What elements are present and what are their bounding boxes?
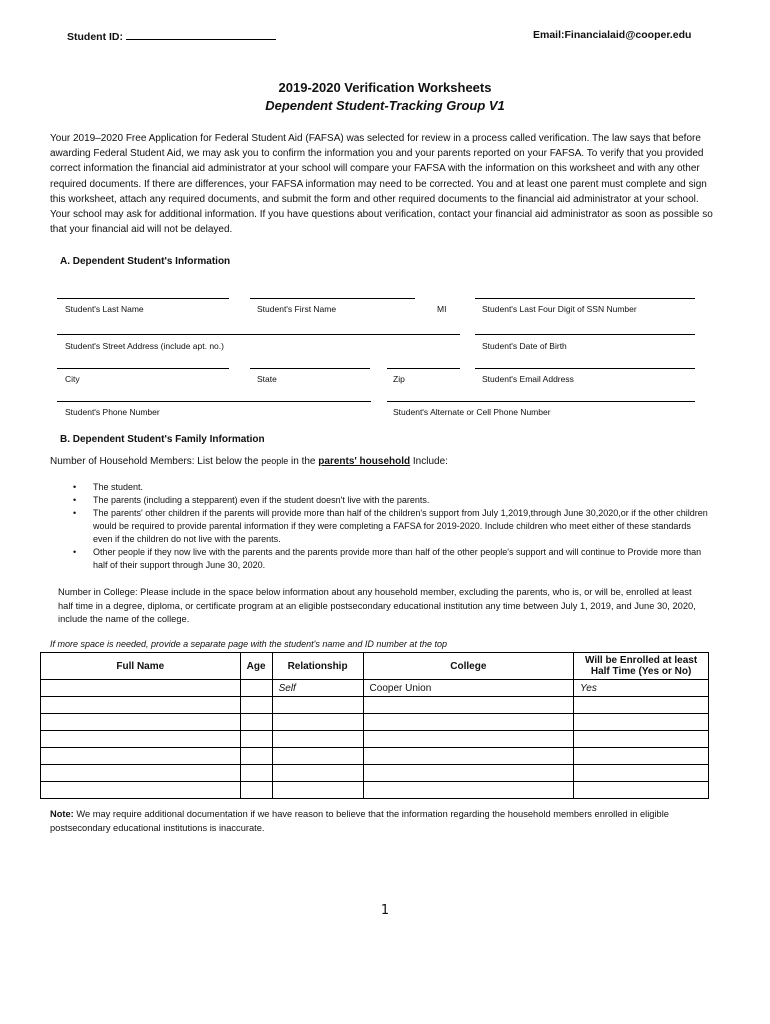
email-label: Student's Email Address <box>482 374 574 384</box>
household-suffix: Include: <box>412 456 448 467</box>
table-header-row <box>41 653 709 680</box>
cell-full-name[interactable] <box>41 697 241 714</box>
cell-relationship[interactable] <box>272 697 363 714</box>
zip-label: Zip <box>393 374 405 384</box>
alt-phone-line[interactable] <box>387 401 695 402</box>
zip-line[interactable] <box>387 368 460 369</box>
mi-label: MI <box>437 304 447 314</box>
cell-age[interactable] <box>240 697 272 714</box>
cell-college[interactable] <box>363 731 574 748</box>
table-row <box>41 680 709 697</box>
cell-enrolled[interactable] <box>574 697 709 714</box>
cell-age[interactable] <box>240 782 272 799</box>
note-label: Note: <box>50 809 74 819</box>
list-item: • The student. <box>68 481 708 494</box>
cell-relationship[interactable] <box>272 765 363 782</box>
household-table <box>40 652 709 799</box>
page-number: 1 <box>380 903 390 918</box>
cell-enrolled[interactable] <box>574 714 709 731</box>
cell-college[interactable] <box>363 748 574 765</box>
list-item: • The parents (including a stepparent) even if the student doesn't live with the parents. <box>68 494 708 507</box>
col-enrolled: Will be Enrolled at least Half Time (Yes or No) <box>574 653 709 680</box>
state-label: State <box>257 374 277 384</box>
cell-age[interactable] <box>240 731 272 748</box>
cell-full-name[interactable] <box>41 782 241 799</box>
cell-enrolled[interactable] <box>574 782 709 799</box>
household-in: in the <box>291 456 316 467</box>
first-name-line[interactable] <box>250 298 415 299</box>
email-line[interactable] <box>475 368 695 369</box>
phone-line[interactable] <box>57 401 371 402</box>
cell-relationship[interactable] <box>272 714 363 731</box>
cell-full-name[interactable] <box>41 714 241 731</box>
cell-college[interactable] <box>363 765 574 782</box>
col-college: College <box>363 653 574 680</box>
table-row <box>41 748 709 765</box>
col-relationship: Relationship <box>272 653 363 680</box>
phone-label: Student's Phone Number <box>65 407 160 417</box>
cell-college[interactable]: Cooper Union <box>363 680 574 697</box>
cell-full-name[interactable] <box>41 680 241 697</box>
household-link: parents' household <box>318 456 411 467</box>
cell-enrolled[interactable] <box>574 748 709 765</box>
col-full-name: Full Name <box>41 653 241 680</box>
cell-age[interactable] <box>240 765 272 782</box>
ssn-label: Student's Last Four Digit of SSN Number <box>482 304 637 314</box>
alt-phone-label: Student's Alternate or Cell Phone Number <box>393 407 551 417</box>
cell-full-name[interactable] <box>41 748 241 765</box>
page-subtitle: Dependent Student-Tracking Group V1 <box>265 98 505 113</box>
list-item: • The parents' other children if the parents will provide more than half of the children's support from July 1,2019,through June 30,2020,or if the other children would be required to provide parental information if they were completing a FAFSA for 2019-2020. Include children who meet either of these standards even if the children do not live with the parents. <box>68 507 708 546</box>
student-id-field[interactable] <box>67 29 276 43</box>
col-age: Age <box>240 653 272 680</box>
page-title: 2019-2020 Verification Worksheets <box>278 80 492 95</box>
cell-relationship[interactable]: Self <box>272 680 363 697</box>
household-people: people <box>261 456 289 466</box>
cell-full-name[interactable] <box>41 731 241 748</box>
cell-enrolled[interactable] <box>574 731 709 748</box>
footer-note <box>50 808 710 835</box>
table-row <box>41 697 709 714</box>
last-name-line[interactable] <box>57 298 229 299</box>
table-row <box>41 731 709 748</box>
city-line[interactable] <box>57 368 229 369</box>
note-text: We may require additional documentation if we have reason to believe that the information regarding the household members enrolled in eligible postsecondary educational institutions is inaccurate. <box>50 809 669 833</box>
student-id-label: Student ID: <box>67 31 123 43</box>
table-row <box>41 782 709 799</box>
cell-age[interactable] <box>240 714 272 731</box>
space-note: If more space is needed, provide a separate page with the student's name and ID number at the top <box>50 639 447 649</box>
cell-full-name[interactable] <box>41 765 241 782</box>
last-name-label: Student's Last Name <box>65 304 144 314</box>
cell-college[interactable] <box>363 697 574 714</box>
state-line[interactable] <box>250 368 370 369</box>
email-header: Email:Financialaid@cooper.edu <box>533 29 692 41</box>
household-prefix: Number of Household Members: List below the <box>50 456 259 467</box>
cell-college[interactable] <box>363 714 574 731</box>
cell-enrolled[interactable]: Yes <box>574 680 709 697</box>
section-a-heading: A. Dependent Student's Information <box>60 256 231 267</box>
list-item: • Other people if they now live with the parents and the parents provide more than half of the other people's support and will continue to Provide more than half of their support through June 30, 2020. <box>68 546 708 572</box>
student-id-blank[interactable] <box>126 29 276 40</box>
cell-relationship[interactable] <box>272 748 363 765</box>
dob-label: Student's Date of Birth <box>482 341 567 351</box>
city-label: City <box>65 374 80 384</box>
intro-paragraph: Your 2019–2020 Free Application for Federal Student Aid (FAFSA) was selected for review in a process called verification. The law says that before awarding Federal Student Aid, we may ask you to confirm the information you and your parents reported on your FAFSA. To verify that you provided correct information the financial aid administrator at your school will compare your FAFSA with the information on this worksheet and with any other required documents. If there are differences, your FAFSA information may need to be corrected. You and at least one parent must complete and sign this worksheet, attach any required documents, and submit the form and other required documents to the financial aid administrator at your school. Your school may ask for additional information. If you have questions about verification, contact your financial aid administrator as soon as possible so that your financial aid will not be delayed. <box>50 133 713 236</box>
cell-age[interactable] <box>240 748 272 765</box>
table-row <box>41 714 709 731</box>
cell-enrolled[interactable] <box>574 765 709 782</box>
cell-relationship[interactable] <box>272 731 363 748</box>
cell-age[interactable] <box>240 680 272 697</box>
street-line[interactable] <box>57 334 460 335</box>
cell-relationship[interactable] <box>272 782 363 799</box>
college-note: Number in College: Please include in the space below information about any household member, excluding the parents, who is, or will be, enrolled at least half time in a degree, diploma, or certificate program at an eligible postsecondary educational institution any time between July 1, 2019, and June 30, 2020, include the name of the college. <box>58 587 696 624</box>
first-name-label: Student's First Name <box>257 304 337 314</box>
section-b-heading: B. Dependent Student's Family Information <box>60 434 265 445</box>
cell-college[interactable] <box>363 782 574 799</box>
table-row <box>41 765 709 782</box>
dob-line[interactable] <box>475 334 695 335</box>
ssn-line[interactable] <box>475 298 695 299</box>
household-list <box>68 481 708 572</box>
street-label: Student's Street Address (include apt. no.) <box>65 341 224 351</box>
household-instructions <box>50 456 448 467</box>
